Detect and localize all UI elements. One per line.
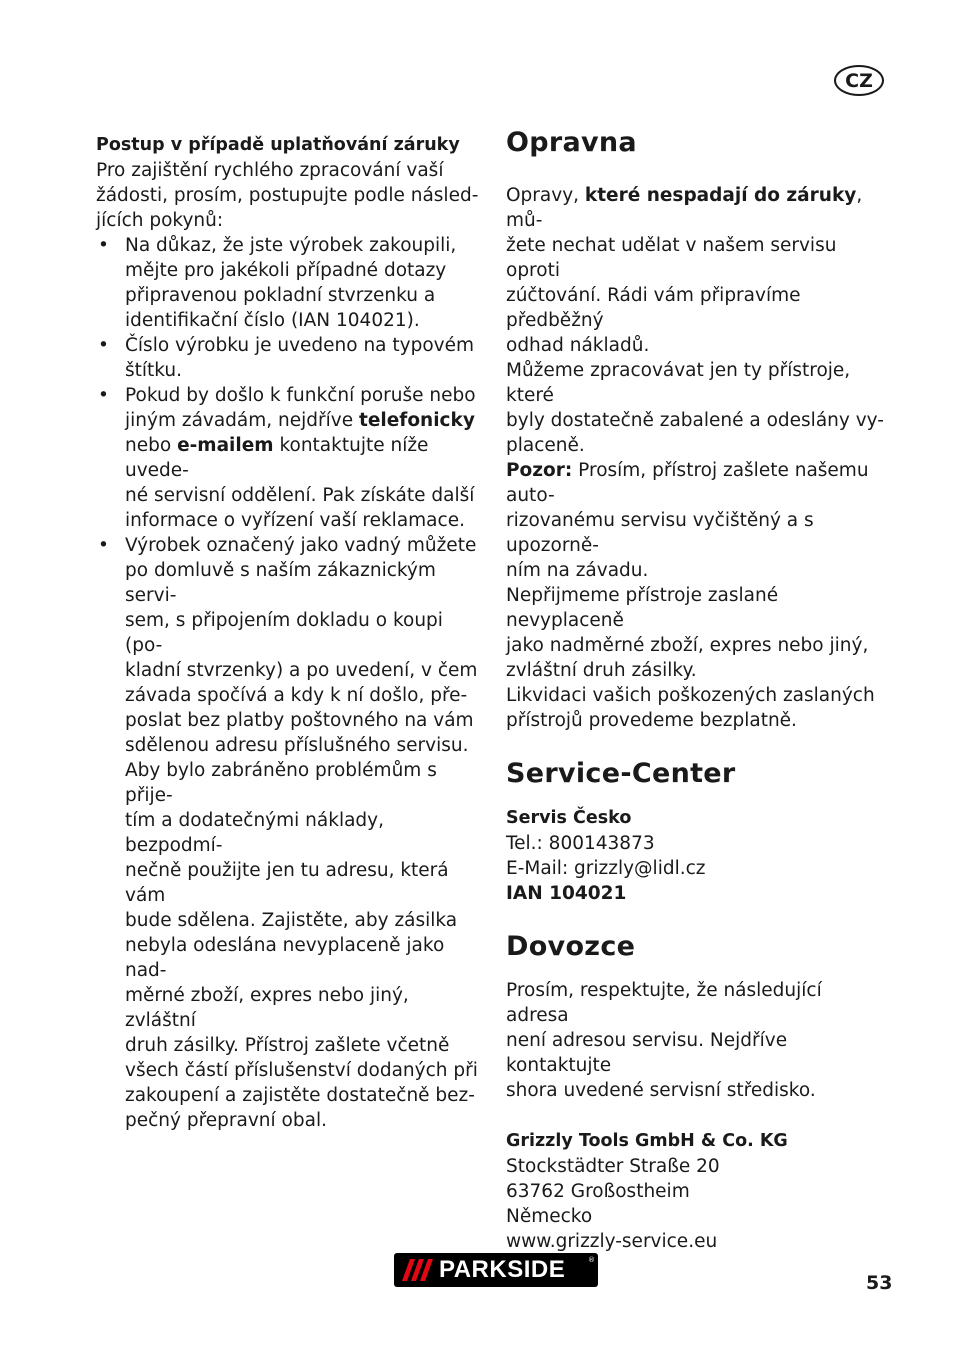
importer-company: Grizzly Tools GmbH & Co. KG bbox=[506, 1131, 788, 1151]
text-line: kladní stvrzenky) a po uvedení, v čem bbox=[125, 660, 478, 681]
text-line: rizovanému servisu vyčištěný a s upozorně- bbox=[506, 510, 814, 556]
text-line: kontaktujte níže uvede- bbox=[125, 435, 429, 481]
registered-mark: ® bbox=[588, 1256, 595, 1264]
text-line: Prosím, respektujte, že následující adresa bbox=[506, 980, 822, 1026]
parkside-logo bbox=[394, 1253, 598, 1287]
text-line: odhad nákladů. bbox=[506, 335, 650, 356]
text-line: jako nadměrné zboží, expres nebo jiný, bbox=[506, 635, 869, 656]
text-line: všech částí příslušenství dodaných při bbox=[125, 1060, 478, 1081]
list-item bbox=[96, 533, 480, 1133]
importer-country: Německo bbox=[506, 1206, 593, 1227]
text-line: sdělenou adresu příslušného servisu. bbox=[125, 735, 469, 756]
text-line: , mů- bbox=[506, 185, 863, 231]
text-line: informace o vyřízení vaší reklamace. bbox=[125, 510, 465, 531]
warranty-subheading: Postup v případě uplatňování záruky bbox=[96, 135, 460, 155]
service-column bbox=[506, 126, 890, 1254]
text-line: nebyla odeslána nevyplaceně jako nad- bbox=[125, 935, 445, 981]
text-line: Můžeme zpracovávat jen ty přístroje, které bbox=[506, 360, 851, 406]
text-line: placeně. bbox=[506, 435, 585, 456]
service-name: Servis Česko bbox=[506, 808, 632, 828]
repair-paragraph-1 bbox=[506, 183, 890, 358]
text-line: pečný přepravní obal. bbox=[125, 1110, 327, 1131]
text-line: závada spočívá a kdy k ní došlo, pře- bbox=[125, 685, 468, 706]
text-line: Opravy, bbox=[506, 185, 585, 206]
emphasis-not-warranty: které nespadají do záruky bbox=[584, 185, 857, 206]
text-line: štítku. bbox=[125, 360, 183, 381]
importer-address bbox=[506, 1128, 890, 1254]
text-line: Výrobek označený jako vadný můžete bbox=[125, 535, 477, 556]
importer-paragraph bbox=[506, 978, 890, 1103]
text-line: Pro zajištění rychlého zpracování vaší bbox=[96, 160, 444, 181]
service-contact bbox=[506, 805, 890, 906]
language-badge: CZ bbox=[834, 65, 884, 96]
section-heading-service-center: Service-Center bbox=[506, 758, 736, 789]
list-item bbox=[96, 383, 480, 533]
text-line: bude sdělena. Zajistěte, aby zásilka bbox=[125, 910, 458, 931]
service-phone: Tel.: 800143873 bbox=[506, 833, 655, 854]
text-line: žete nechat udělat v našem servisu oproti bbox=[506, 235, 837, 281]
text-line: nečně použijte jen tu adresu, která vám bbox=[125, 860, 449, 906]
text-line: byly dostatečně zabalené a odeslány vy- bbox=[506, 410, 884, 431]
text-line: Pokud by došlo k funkční poruše nebo bbox=[125, 385, 476, 406]
text-line: jiným závadám, nejdříve bbox=[125, 410, 359, 431]
list-item bbox=[96, 333, 480, 383]
text-line: zvláštní druh zásilky. bbox=[506, 660, 697, 681]
text-line: přístrojů provedeme bezplatně. bbox=[506, 710, 797, 731]
text-line: tím a dodatečnými náklady, bezpodmí- bbox=[125, 810, 384, 856]
warranty-column bbox=[96, 133, 480, 1133]
text-line: ním na závadu. bbox=[506, 560, 649, 581]
importer-street: Stockstädter Straße 20 bbox=[506, 1156, 720, 1177]
text-line: zúčtování. Rádi vám připravíme předběžný bbox=[506, 285, 801, 331]
page-number: 53 bbox=[866, 1272, 893, 1294]
text-line: Prosím, přístroj zašlete našemu auto- bbox=[506, 460, 869, 506]
text-line: po domluvě s naším zákaznickým servi- bbox=[125, 560, 436, 606]
section-heading-dovozce: Dovozce bbox=[506, 931, 636, 962]
text-line: druh zásilky. Přístroj zašlete včetně bbox=[125, 1035, 450, 1056]
warranty-steps-list bbox=[96, 233, 480, 1133]
emphasis-warning: Pozor: bbox=[506, 460, 573, 481]
service-ian: IAN 104021 bbox=[506, 883, 627, 904]
importer-website: www.grizzly-service.eu bbox=[506, 1231, 718, 1252]
text-line: mějte pro jakékoli případné dotazy bbox=[125, 260, 447, 281]
logo-slashes-icon bbox=[406, 1259, 433, 1281]
text-line: shora uvedené servisní středisko. bbox=[506, 1080, 816, 1101]
repair-paragraph-4 bbox=[506, 583, 890, 683]
emphasis-phone: telefonicky bbox=[359, 410, 475, 431]
logo-text: PARKSIDE bbox=[439, 1256, 566, 1283]
text-line: zakoupení a zajistěte dostatečně bez- bbox=[125, 1085, 475, 1106]
warranty-intro bbox=[96, 158, 480, 233]
text-line: připravenou pokladní stvrzenku a bbox=[125, 285, 436, 306]
section-heading-opravna: Opravna bbox=[506, 127, 637, 158]
text-line: jících pokynů: bbox=[96, 210, 224, 231]
text-line: Číslo výrobku je uvedeno na typovém bbox=[125, 335, 475, 356]
text-line: Na důkaz, že jste výrobek zakoupili, bbox=[125, 235, 457, 256]
text-line: poslat bez platby poštovného na vám bbox=[125, 710, 474, 731]
text-line: né servisní oddělení. Pak získáte další bbox=[125, 485, 475, 506]
text-line: identifikační číslo (IAN 104021). bbox=[125, 310, 420, 331]
text-line: nebo bbox=[125, 435, 178, 456]
importer-city: 63762 Großostheim bbox=[506, 1181, 690, 1202]
text-line: není adresou servisu. Nejdříve kontaktujte bbox=[506, 1030, 788, 1076]
service-email: E-Mail: grizzly@lidl.cz bbox=[506, 858, 706, 879]
repair-paragraph-3 bbox=[506, 458, 890, 583]
text-line: Aby bylo zabráněno problémům s přije- bbox=[125, 760, 437, 806]
text-line: Nepřijmeme přístroje zaslané nevyplaceně bbox=[506, 585, 779, 631]
list-item bbox=[96, 233, 480, 333]
text-line: měrné zboží, expres nebo jiný, zvláštní bbox=[125, 985, 409, 1031]
text-line: sem, s připojením dokladu o koupi (po- bbox=[125, 610, 443, 656]
repair-paragraph-5 bbox=[506, 683, 890, 733]
text-line: Likvidaci vašich poškozených zaslaných bbox=[506, 685, 875, 706]
text-line: žádosti, prosím, postupujte podle násled- bbox=[96, 185, 479, 206]
repair-paragraph-2 bbox=[506, 358, 890, 458]
emphasis-email: e-mailem bbox=[177, 435, 274, 456]
